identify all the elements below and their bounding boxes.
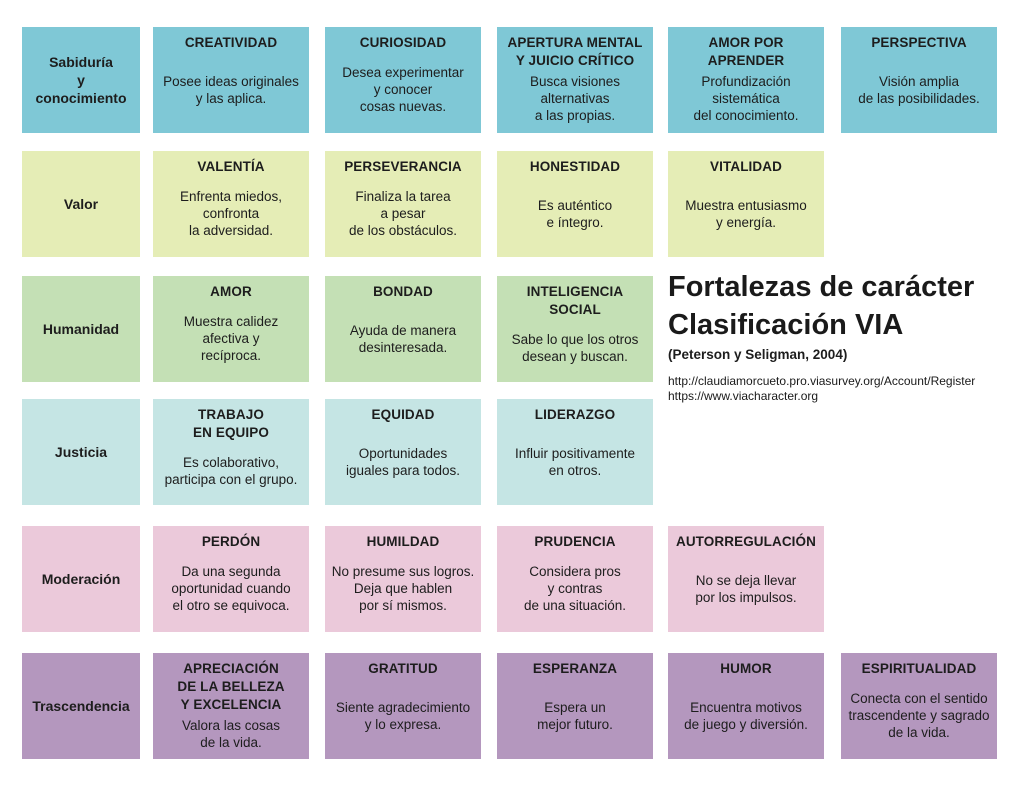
strength-description: Muestra entusiasmo y energía. [685, 197, 807, 230]
strength-description: No presume sus logros. Deja que hablen por sí mismos. [331, 564, 475, 613]
strength-description: Sabe lo que los otros desean y buscan. [511, 331, 639, 364]
title-line-1: Fortalezas de carácter [668, 271, 975, 303]
strength-card [497, 399, 653, 505]
strength-description: Enfrenta miedos, confronta la adversidad. [179, 189, 283, 238]
strength-card [153, 526, 309, 632]
strength-card [153, 27, 309, 133]
strength-description: Visión amplia de las posibilidades. [858, 73, 980, 106]
strength-card [325, 276, 481, 382]
strength-card [153, 399, 309, 505]
strength-card [325, 653, 481, 759]
strength-description: Desea experimentar y conocer cosas nuevas. [342, 65, 464, 114]
strength-name: HONESTIDAD [529, 159, 621, 174]
strength-name: BONDAD [373, 284, 433, 299]
strength-card [325, 399, 481, 505]
category-card [22, 276, 140, 382]
strength-name: PERDÓN [201, 534, 261, 549]
category-card [22, 526, 140, 632]
strength-card [153, 276, 309, 382]
strength-description: Oportunidades iguales para todos. [345, 445, 461, 478]
strength-description: Encuentra motivos de juego y diversión. [684, 699, 808, 732]
strength-description: Da una segunda oportunidad cuando el otro se equivoca. [171, 564, 291, 613]
category-card [22, 399, 140, 505]
strength-description: Influir positivamente en otros. [514, 445, 636, 478]
strength-card [153, 653, 309, 759]
strength-description: Posee ideas originales y las aplica. [163, 73, 299, 106]
category-label: Justicia [54, 444, 108, 460]
strength-description: Es colaborativo, participa con el grupo. [164, 454, 298, 487]
strength-name: AMOR [210, 284, 252, 299]
strength-card [841, 27, 997, 133]
strength-description: Profundización sistemática del conocimiento. [693, 74, 799, 123]
strength-card [668, 526, 824, 632]
category-card [22, 27, 140, 133]
strength-card [497, 276, 653, 382]
strength-name: CURIOSIDAD [359, 35, 447, 50]
strength-description: Finaliza la tarea a pesar de los obstáculos. [348, 189, 458, 238]
subtitle: (Peterson y Seligman, 2004) [668, 347, 848, 362]
strength-description: Muestra calidez afectiva y recíproca. [183, 314, 279, 363]
title-block [668, 268, 1018, 404]
strength-card [325, 151, 481, 257]
category-label: Trascendencia [32, 698, 130, 714]
strength-description: No se deja llevar por los impulsos. [695, 572, 797, 605]
strength-name: EQUIDAD [371, 407, 435, 422]
category-label: Valor [63, 196, 99, 212]
strength-name: CREATIVIDAD [184, 35, 278, 50]
strength-description: Conecta con el sentido trascendente y sagrado de la vida. [848, 691, 990, 740]
strength-name: HUMILDAD [366, 534, 440, 549]
links [668, 374, 1018, 404]
strength-card [497, 151, 653, 257]
category-label: Moderación [41, 571, 121, 587]
strength-name: AMOR POR APRENDER [707, 35, 785, 68]
category-label: Sabiduría y conocimiento [35, 54, 127, 106]
strength-card [841, 653, 997, 759]
strength-name: TRABAJO EN EQUIPO [193, 407, 269, 440]
strength-name: PRUDENCIA [534, 534, 616, 549]
strength-description: Ayuda de manera desinteresada. [349, 322, 457, 355]
link-viacharacter[interactable]: https://www.viacharacter.org [668, 389, 819, 403]
strength-name: VALENTÍA [197, 159, 265, 174]
strength-description: Siente agradecimiento y lo expresa. [335, 699, 471, 732]
strength-card [497, 27, 653, 133]
strength-name: AUTORREGULACIÓN [675, 534, 816, 549]
strength-name: PERSPECTIVA [871, 35, 967, 50]
strength-description: Es auténtico e íntegro. [537, 197, 613, 230]
title-line-2: Clasificación VIA [668, 309, 904, 341]
strength-name: ESPERANZA [532, 661, 618, 676]
strength-description: Espera un mejor futuro. [537, 699, 613, 732]
strength-name: VITALIDAD [710, 159, 782, 174]
link-register[interactable]: http://claudiamorcueto.pro.viasurvey.org/Account/Register [668, 374, 976, 388]
strength-name: APRECIACIÓN DE LA BELLEZA Y EXCELENCIA [177, 661, 285, 712]
strength-name: ESPIRITUALIDAD [861, 661, 977, 676]
category-card [22, 151, 140, 257]
strength-name: INTELIGENCIA SOCIAL [526, 284, 624, 317]
strength-card [153, 151, 309, 257]
strength-name: APERTURA MENTAL Y JUICIO CRÍTICO [507, 35, 643, 68]
category-label: Humanidad [42, 321, 120, 337]
strength-card [325, 526, 481, 632]
strength-card [497, 653, 653, 759]
strength-card [668, 27, 824, 133]
strength-description: Valora las cosas de la vida. [181, 717, 281, 750]
strength-card [668, 653, 824, 759]
strength-name: LIDERAZGO [534, 407, 616, 422]
strength-card [668, 151, 824, 257]
strength-name: GRATITUD [368, 661, 438, 676]
strength-card [325, 27, 481, 133]
strength-name: PERSEVERANCIA [344, 159, 462, 174]
strength-card [497, 526, 653, 632]
strength-name: HUMOR [720, 661, 772, 676]
category-card [22, 653, 140, 759]
strength-description: Busca visiones alternativas a las propias. [529, 74, 621, 123]
strength-description: Considera pros y contras de una situación. [523, 564, 627, 613]
